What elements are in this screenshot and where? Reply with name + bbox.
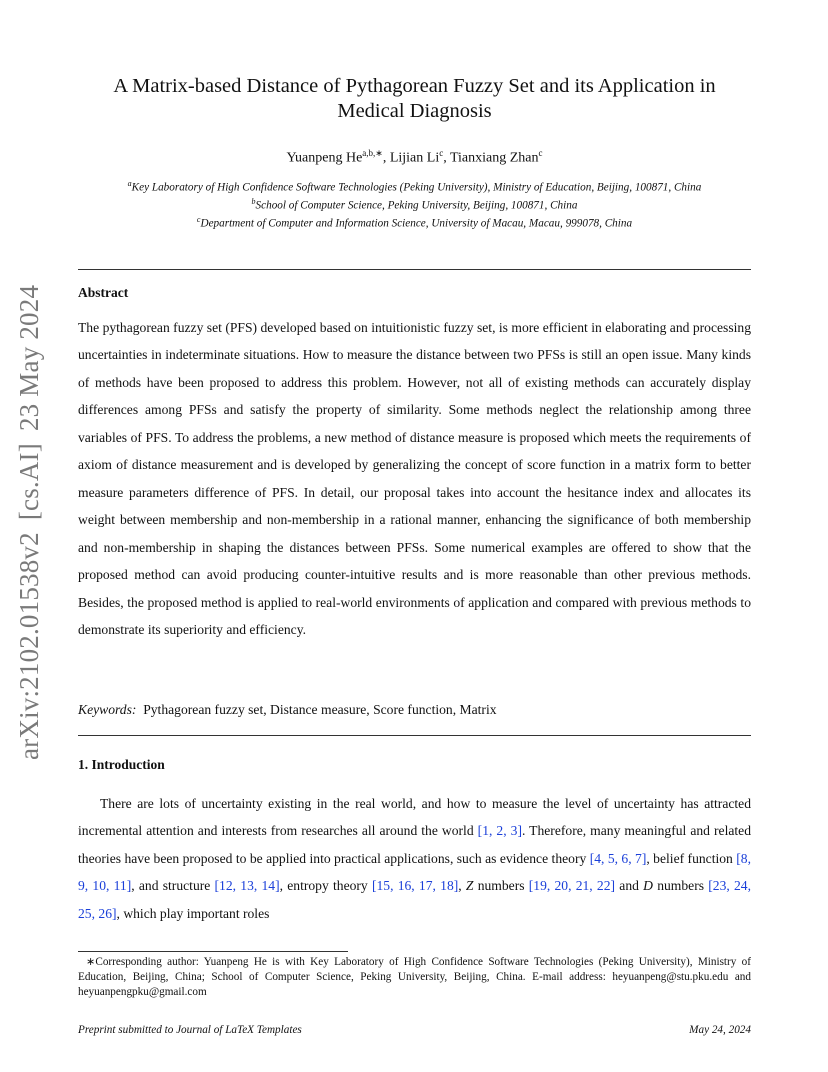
- footnote-rule: [78, 951, 348, 952]
- author-name: Tianxiang Zhan: [449, 150, 539, 166]
- affiliation-text: Department of Computer and Information Science, University of Macau, Macau, 999078, China: [200, 218, 633, 231]
- author-separator: ,: [443, 150, 450, 166]
- abstract-heading: Abstract: [78, 285, 129, 300]
- intro-text: numbers: [473, 878, 529, 894]
- author-list: [78, 148, 751, 167]
- footer-date: May 24, 2024: [689, 1024, 751, 1036]
- affiliation-text: Key Laboratory of High Confidence Software Technologies (Peking University), Ministry of Education, Beijing, 100871, China: [131, 181, 702, 194]
- author-affil-mark: c: [538, 148, 543, 158]
- citation-link[interactable]: [1, 2, 3]: [477, 823, 522, 839]
- math-symbol: D: [643, 878, 653, 894]
- intro-text: . Therefore, many meaningful and related theories have been proposed to be applied into practical applications, such as evidence theory: [78, 823, 751, 866]
- affiliation: [78, 195, 751, 213]
- author-name: Yuanpeng He: [286, 150, 363, 166]
- author-affil-mark: c: [439, 148, 444, 158]
- citation-link[interactable]: [4, 5, 6, 7]: [589, 850, 647, 866]
- affiliation-text: School of Computer Science, Peking University, Beijing, 100871, China: [255, 199, 578, 212]
- title-line-2: Medical Diagnosis: [337, 100, 492, 122]
- arxiv-stamp: [14, 280, 54, 760]
- abstract-bottom-rule: [78, 735, 751, 736]
- title-line-1: A Matrix-based Distance of Pythagorean Fuzzy Set and its Application in: [113, 75, 716, 97]
- citation-link[interactable]: [19, 20, 21, 22]: [528, 878, 616, 894]
- intro-text: and: [615, 878, 644, 894]
- affiliation-mark: c: [196, 215, 201, 225]
- paper-title: [78, 74, 751, 124]
- introduction-paragraph: [78, 790, 751, 927]
- affiliation: [78, 213, 751, 231]
- affiliation-list: [78, 177, 751, 232]
- intro-text: , entropy theory: [279, 878, 372, 894]
- citation-link[interactable]: [15, 16, 17, 18]: [371, 878, 459, 894]
- author-name: Lijian Li: [389, 150, 440, 166]
- affiliation-mark: a: [127, 179, 132, 188]
- intro-text: ,: [458, 878, 466, 894]
- affiliation: [78, 177, 751, 195]
- arxiv-id[interactable]: arXiv:2102.01538v2: [14, 532, 44, 760]
- math-symbol: Z: [465, 878, 474, 894]
- arxiv-category: [cs.AI]: [14, 443, 44, 521]
- abstract-top-rule: [78, 269, 751, 270]
- intro-text: , belief function: [646, 850, 737, 866]
- abstract-body: The pythagorean fuzzy set (PFS) developed based on intuitionistic fuzzy set, is more efficient in elaborating and processing uncertainties in indeterminate situations. How to measure the distance between two PFSs is still an open issue. Many kinds of methods have been proposed to address this problem. However, not all of existing methods can accurately display differences among PFSs and satisfy the property of similarity. Some methods neglect the relationship among three variables of PFS. To address the problems, a new method of distance measure is proposed which meets the requirements of axiom of distance measurement and is developed by generalizing the concept of score function in a matrix form to better measure parameters difference of PFS. In detail, our proposal takes into account the hesitance index and allocates its weight between membership and non-membership in a rational manner, enhancing the significance of both membership and non-membership in shaping the distances between PFSs. Some numerical examples are offered to show that the proposed method can avoid producing counter-intuitive results and is more reasonable than other previous methods. Besides, the proposed method is applied to real-world environments of application and compared with previous methods to demonstrate its superiority and efficiency.: [78, 320, 751, 637]
- intro-text: numbers: [652, 878, 709, 894]
- keywords: [78, 702, 751, 718]
- citation-link[interactable]: [23, 24, 25, 26]: [78, 878, 752, 921]
- citation-link[interactable]: [12, 13, 14]: [214, 878, 280, 894]
- citation-link[interactable]: [8, 9, 10, 11]: [78, 850, 751, 894]
- intro-text: , which play important roles: [116, 905, 270, 921]
- arxiv-date: 23 May 2024: [14, 284, 44, 432]
- keywords-label: Keywords:: [78, 702, 137, 717]
- intro-text: , and structure: [131, 878, 215, 894]
- author-affil-mark: a,b,∗: [362, 148, 383, 158]
- intro-text: There are lots of uncertainty existing in the real world, and how to measure the level of uncertainty has attracted incremental attention and interests from researches all around the world: [78, 796, 751, 839]
- footnote: ∗Corresponding author: Yuanpeng He is with Key Laboratory of High Confidence Software Technologies (Peking University), Ministry of Education, Beijing, China; School of Computer Science, Peking University, Beijing, China. E-mail address: heyuanpeng@stu.pku.edu and heyuanpengpku@gmail.com: [78, 956, 751, 998]
- author-separator: ,: [382, 150, 390, 166]
- keywords-text: Pythagorean fuzzy set, Distance measure, Score function, Matrix: [143, 702, 497, 717]
- footer-preprint-note: Preprint submitted to Journal of LaTeX Templates: [78, 1024, 302, 1036]
- section-heading-introduction: 1. Introduction: [78, 757, 165, 772]
- affiliation-mark: b: [251, 197, 256, 207]
